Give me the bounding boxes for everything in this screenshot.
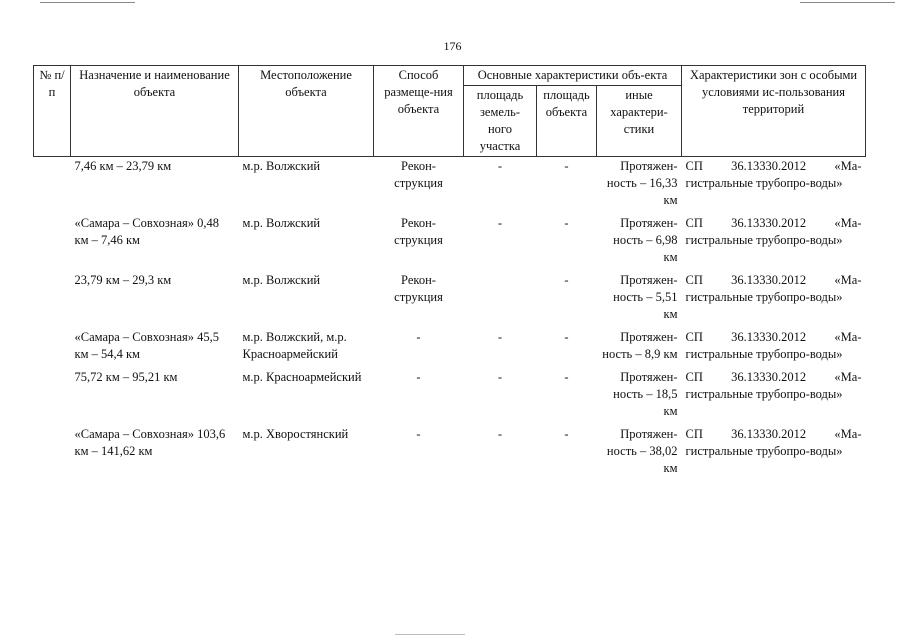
table-row xyxy=(34,272,866,329)
cell-area-land: - xyxy=(497,330,503,344)
cell-name: «Самара – Совхозная» 103,6 км – 141,62 км xyxy=(74,427,226,458)
cell-num xyxy=(34,369,71,426)
table-header xyxy=(34,66,866,157)
table-row xyxy=(34,329,866,369)
top-rule-right xyxy=(800,2,895,3)
header-num: № п/п xyxy=(34,66,71,157)
cell-name: 7,46 км – 23,79 км xyxy=(74,159,172,173)
table-row xyxy=(34,215,866,272)
cell-num xyxy=(34,215,71,272)
cell-name: 23,79 км – 29,3 км xyxy=(74,273,172,287)
cell-other: Протяжен-ность – 18,5 км xyxy=(613,370,678,418)
table-body xyxy=(34,157,866,484)
table-row xyxy=(34,369,866,426)
cell-zones: СП 36.13330.2012 «Ма-гистральные трубопро-воды» xyxy=(685,427,862,458)
cell-other: Протяжен-ность – 8,9 км xyxy=(602,330,678,361)
scan-noise-bottom xyxy=(395,634,465,635)
cell-placement: Рекон-струкция xyxy=(394,159,443,190)
cell-location: м.р. Красноармейский xyxy=(242,370,362,384)
cell-zones: СП 36.13330.2012 «Ма-гистральные трубопро-воды» xyxy=(685,370,862,401)
cell-other: Протяжен-ность – 16,33 км xyxy=(606,159,678,207)
cell-name: «Самара – Совхозная» 0,48 км – 7,46 км xyxy=(74,216,219,247)
top-rule-left xyxy=(40,2,135,3)
cell-area-land: - xyxy=(497,427,503,441)
cell-placement: Рекон-струкция xyxy=(394,273,443,304)
cell-zones: СП 36.13330.2012 «Ма-гистральные трубопро-воды» xyxy=(685,159,862,190)
cell-num xyxy=(34,157,71,216)
cell-area-object: - xyxy=(564,159,569,173)
cell-area-land: - xyxy=(497,159,503,173)
header-name: Назначение и наименование объекта xyxy=(71,66,239,157)
header-placement: Способ размеще-ния объекта xyxy=(374,66,464,157)
header-area-land: площадь земель-ного участка xyxy=(464,86,537,157)
cell-location: м.р. Волжский, м.р. Красноармейский xyxy=(242,330,347,361)
cell-name: 75,72 км – 95,21 км xyxy=(74,370,178,384)
cell-area-land: - xyxy=(497,216,503,230)
table-row xyxy=(34,157,866,216)
cell-placement: - xyxy=(416,370,421,384)
cell-location: м.р. Волжский xyxy=(242,159,321,173)
header-zones: Характеристики зон с особыми условиями ис-пользования территорий xyxy=(682,66,866,157)
page-number: 176 xyxy=(443,39,462,53)
cell-area-object: - xyxy=(564,370,569,384)
cell-location: м.р. Хворостянский xyxy=(242,427,349,441)
header-other: иные характери-стики xyxy=(597,86,682,157)
cell-zones: СП 36.13330.2012 «Ма-гистральные трубопро-воды» xyxy=(685,273,862,304)
cell-location: м.р. Волжский xyxy=(242,216,321,230)
cell-num xyxy=(34,329,71,369)
cell-placement: - xyxy=(416,427,421,441)
table-row xyxy=(34,426,866,483)
cell-num xyxy=(34,426,71,483)
cell-area-object: - xyxy=(564,427,569,441)
cell-area-object: - xyxy=(564,273,569,287)
cell-area-object: - xyxy=(564,216,569,230)
header-area-object: площадь объекта xyxy=(537,86,597,157)
cell-zones: СП 36.13330.2012 «Ма-гистральные трубопро-воды» xyxy=(685,216,862,247)
cell-num xyxy=(34,272,71,329)
cell-location: м.р. Волжский xyxy=(242,273,321,287)
cell-zones: СП 36.13330.2012 «Ма-гистральные трубопро-воды» xyxy=(685,330,862,361)
cell-other: Протяжен-ность – 6,98 км xyxy=(613,216,678,264)
header-main-characteristics: Основные характеристики объ-екта xyxy=(464,66,682,86)
cell-placement: - xyxy=(416,330,421,344)
cell-name: «Самара – Совхозная» 45,5 км – 54,4 км xyxy=(74,330,219,361)
cell-placement: Рекон-струкция xyxy=(394,216,443,247)
objects-table xyxy=(33,65,866,483)
cell-other: Протяжен-ность – 5,51 км xyxy=(613,273,678,321)
cell-area-land: - xyxy=(497,370,503,384)
cell-area-object: - xyxy=(564,330,569,344)
cell-area-land xyxy=(464,272,537,329)
header-location: Местоположение объекта xyxy=(239,66,374,157)
cell-other: Протяжен-ность – 38,02 км xyxy=(606,427,678,475)
